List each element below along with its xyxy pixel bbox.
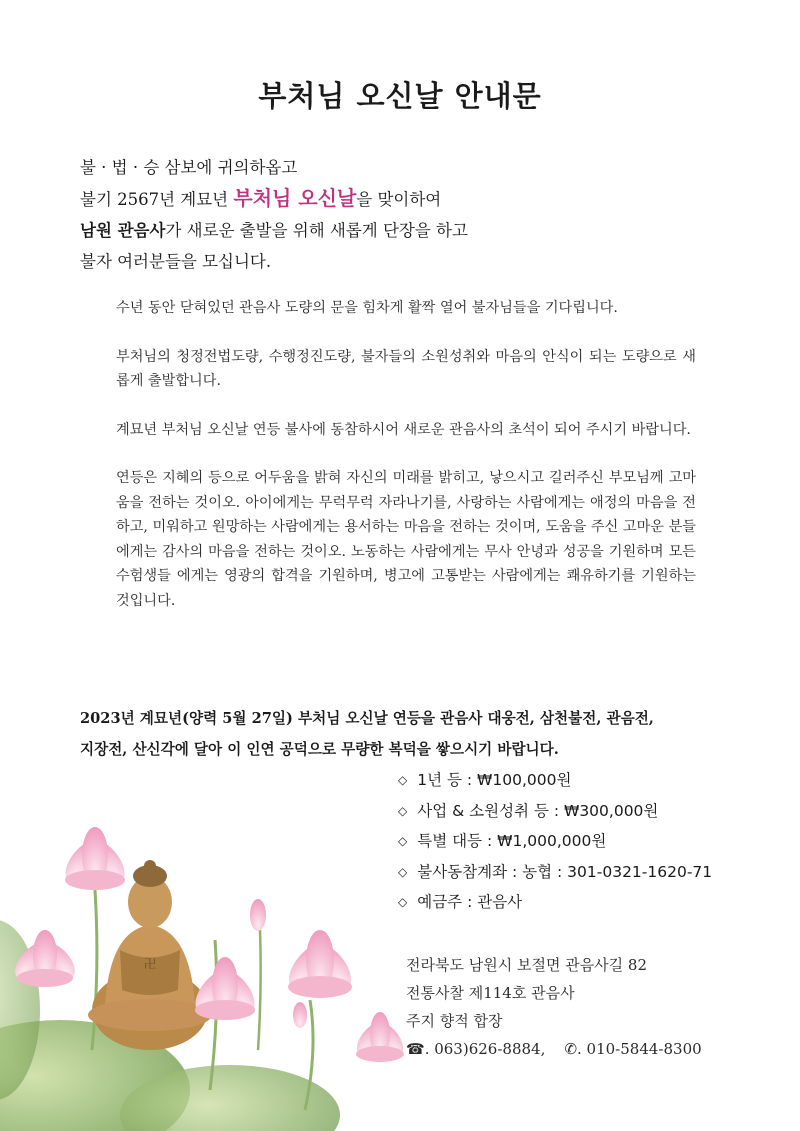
lotus-flower	[58, 827, 132, 890]
diamond-bullet-icon: ◇	[398, 895, 408, 909]
notice-line-2: 지장전, 산신각에 달아 이 인연 공덕으로 무량한 복덕을 쌓으시기 바랍니다.	[80, 741, 559, 758]
contact-line	[406, 1035, 776, 1063]
temple-address	[406, 951, 776, 1063]
notice-line-1: 2023년 계묘년(양력 5월 27일) 부처님 오신날 연등을 관음사 대웅전, 삼천불전, 관음전,	[80, 710, 654, 727]
intro-section	[80, 152, 740, 277]
intro-line-3-post: 가 새로운 출발을 위해 새롭게 단장을 하고	[165, 221, 468, 240]
abbot-signature: 주지 향적 합장	[406, 1012, 503, 1030]
phone-number: . 063)626-8884,	[424, 1040, 546, 1058]
body-paragraph-3: 계묘년 부처님 오신날 연등 불사에 동참하시어 새로운 관음사의 초석이 되어 주시기 바랍니다.	[116, 421, 691, 438]
lotus-flower	[351, 1012, 409, 1062]
offering-text: 예금주 : 관음사	[417, 893, 523, 911]
offering-item	[398, 797, 778, 828]
offering-text: 사업 & 소원성취 등 : ₩300,000원	[417, 801, 659, 820]
intro-line-1: 불 · 법 · 승 삼보에 귀의하옵고	[80, 158, 298, 177]
svg-text:卍: 卍	[143, 957, 157, 971]
lotus-bud	[250, 899, 266, 931]
diamond-bullet-icon: ◇	[398, 773, 408, 787]
offering-item	[398, 766, 778, 797]
intro-line-2-pre: 불기 2567년 계묘년	[80, 190, 234, 209]
lantern-notice	[80, 703, 740, 765]
intro-line-2	[80, 183, 740, 215]
offering-text: 특별 대등 : ₩1,000,000원	[417, 832, 607, 850]
temple-designation: 전통사찰 제114호 관음사	[406, 984, 575, 1002]
intro-line-4: 불자 여러분들을 모십니다.	[80, 252, 272, 271]
offering-text: 1년 등 : ₩100,000원	[417, 771, 572, 789]
offering-list	[398, 766, 778, 919]
address-line: 전라북도 남원시 보절면 관음사길 82	[406, 956, 648, 974]
body-paragraph-2: 부처님의 청정전법도량, 수행정진도량, 불자들의 소원성취와 마음의 안식이 되는 도량으로 새롭게 출발합니다.	[116, 348, 696, 389]
temple-name-bold: 남원 관음사	[80, 221, 166, 240]
body-paragraph-1: 수년 동안 닫혀있던 관음사 도량의 문을 힘차게 활짝 열어 불자님들을 기다립니다.	[116, 300, 618, 316]
offering-item	[398, 827, 778, 858]
lotus-buddha-illustration	[0, 790, 420, 1131]
lotus-flower	[281, 930, 359, 998]
buddha-birthday-highlight: 부처님 오신날	[233, 186, 357, 210]
mobile-number: . 010-5844-8300	[577, 1040, 702, 1058]
lotus-stem	[258, 930, 261, 1050]
offering-text: 불사동참계좌 : 농협 : 301-0321-1620-71	[417, 862, 713, 881]
offering-item	[398, 888, 778, 919]
diamond-bullet-icon: ◇	[398, 834, 408, 848]
lotus-bud	[293, 1002, 307, 1028]
diamond-bullet-icon: ◇	[398, 803, 408, 818]
phone-icon: ☎	[406, 1040, 425, 1058]
intro-line-2-post: 을 맞이하여	[356, 190, 442, 209]
intro-line-3	[80, 215, 740, 246]
page-title: 부처님 오신날 안내문	[258, 79, 542, 113]
body-text	[116, 296, 696, 637]
offering-item	[398, 858, 778, 889]
mobile-phone-icon: ✆	[564, 1040, 578, 1058]
diamond-bullet-icon: ◇	[398, 864, 408, 879]
body-paragraph-4: 연등은 지혜의 등으로 어두움을 밝혀 자신의 미래를 밝히고, 낳으시고 길러주신 부모님께 고마움을 전하는 것이오. 아이에게는 무럭무럭 자라나기를, 사랑하는 사람에게는 애정의 마음을 전하고, 미워하고 원망하는 사람에게는 용서하는 마음을 전하는 것이며, 도움을 주신 고마운 분들에게는 감사의 마음을 전하는 것이오. 노동하는 사람에게는 무사 안녕과 성공을 기원하며 모든 수험생들 에게는 영광의 합격을 기원하며, 병고에 고통받는 사람에게는 쾌유하기를 기원하는 것입니다.	[116, 470, 696, 609]
